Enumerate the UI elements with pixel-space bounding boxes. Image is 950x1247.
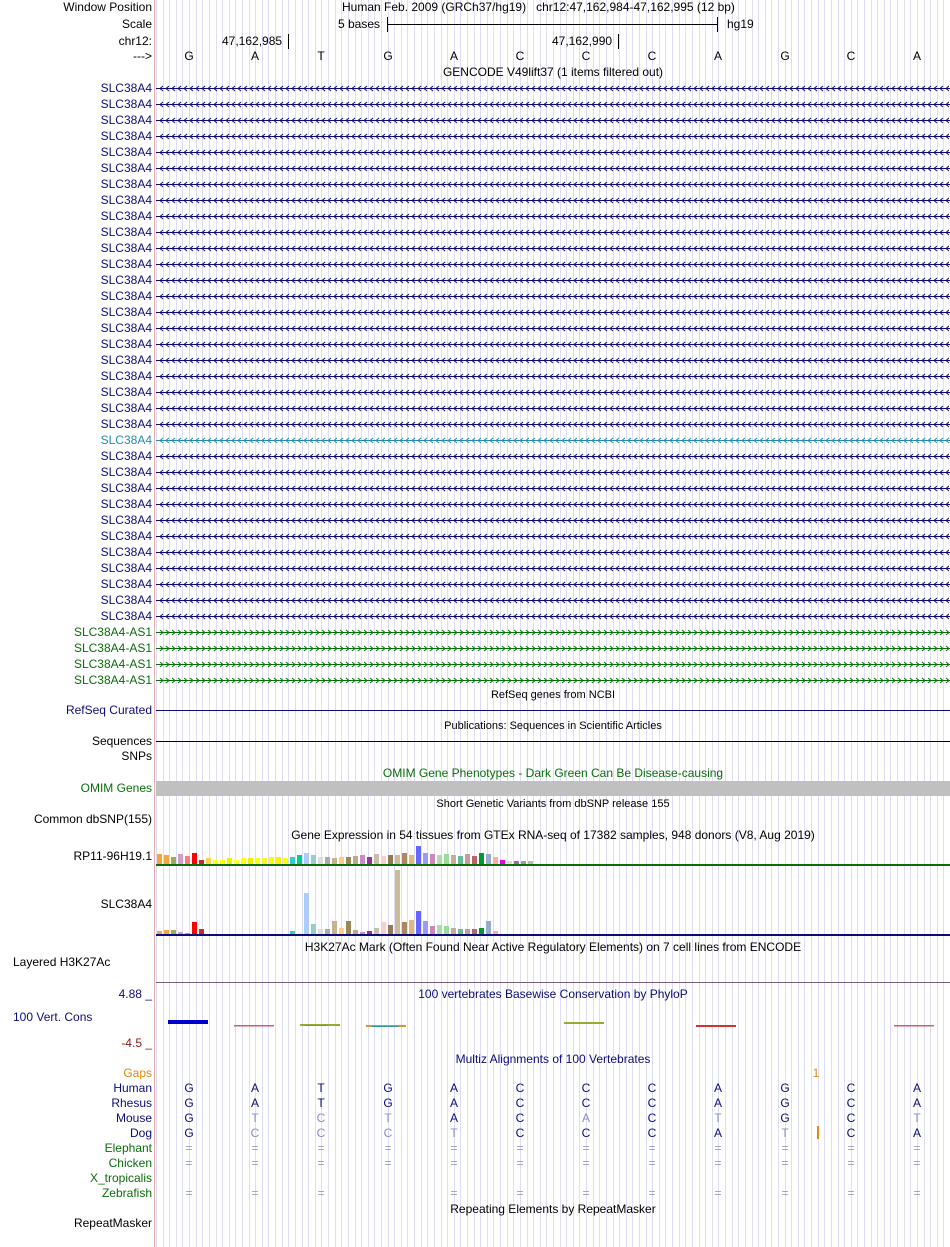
gene-track-reverse[interactable] <box>156 305 950 320</box>
h3k27ac-track-title[interactable]: H3K27Ac Mark (Often Found Near Active Regulatory Elements) on 7 cell lines from ENCODE <box>304 940 802 954</box>
sequence-base: A <box>912 49 921 63</box>
scale-bar <box>387 24 718 25</box>
gene-track-reverse[interactable] <box>156 545 950 560</box>
gene-label[interactable]: SLC38A4 <box>100 113 152 127</box>
gene-track-reverse[interactable] <box>156 161 950 176</box>
gene-label[interactable]: SLC38A4 <box>100 177 152 191</box>
gtex-gene2-bar[interactable] <box>395 870 400 934</box>
phylop-label[interactable]: 100 Vert. Cons <box>13 1010 93 1024</box>
gene-label[interactable]: SLC38A4 <box>100 433 152 447</box>
gene-label[interactable]: SLC38A4 <box>100 289 152 303</box>
gtex-gene1-bar[interactable] <box>458 856 463 864</box>
gene-label[interactable]: SLC38A4 <box>100 513 152 527</box>
h3k27ac-baseline <box>156 982 950 983</box>
phylop-mark-7 <box>894 1025 934 1027</box>
gene-label[interactable]: SLC38A4 <box>100 449 152 463</box>
dbsnp-label[interactable]: Common dbSNP(155) <box>33 812 152 826</box>
gene-label[interactable]: SLC38A4 <box>100 337 152 351</box>
gene-label[interactable]: SLC38A4 <box>100 401 152 415</box>
pubs-line[interactable] <box>156 741 950 742</box>
phylop-mark-1 <box>168 1020 208 1024</box>
gtex-gene2-label[interactable]: SLC38A4 <box>100 897 152 911</box>
gene-track-reverse[interactable] <box>156 561 950 576</box>
gtex-gene1-bar[interactable] <box>493 857 498 864</box>
gene-label[interactable]: SLC38A4 <box>100 241 152 255</box>
gene-label[interactable]: SLC38A4 <box>100 209 152 223</box>
sequence-base: G <box>383 49 393 63</box>
gene-track-reverse[interactable] <box>156 401 950 416</box>
gtex-gene1-bar[interactable] <box>444 854 449 864</box>
gene-track-reverse[interactable] <box>156 177 950 192</box>
gene-track-reverse[interactable] <box>156 497 950 512</box>
gtex-gene1-bar[interactable] <box>276 857 281 864</box>
gtex-gene1-bar[interactable] <box>465 854 470 864</box>
gtex-gene1-bar[interactable] <box>339 857 344 864</box>
phylop-mark-6 <box>696 1025 736 1027</box>
dbsnp-track-title[interactable]: Short Genetic Variants from dbSNP release 155 <box>436 798 670 810</box>
gtex-gene1-bar[interactable] <box>185 856 190 864</box>
gtex-gene1-bar[interactable] <box>192 853 197 864</box>
gene-track-reverse[interactable] <box>156 81 950 96</box>
sequence-base: G <box>780 49 790 63</box>
refseq-line[interactable] <box>156 710 950 711</box>
gene-label[interactable]: SLC38A4 <box>100 305 152 319</box>
coord-tick-1 <box>288 34 289 49</box>
refseq-label[interactable]: RefSeq Curated <box>65 703 152 717</box>
gtex-track-title[interactable]: Gene Expression in 54 tissues from GTEx RNA-seq of 17382 samples, 948 donors (V8, Aug 2019) <box>291 828 815 842</box>
scale-bar-right-tick <box>717 17 718 32</box>
gene-track-reverse[interactable] <box>156 225 950 240</box>
scale-assembly: hg19 <box>727 17 754 31</box>
gtex-gene2-bar[interactable] <box>388 925 393 934</box>
phylop-mark-2 <box>234 1025 274 1027</box>
gtex-gene1-bar[interactable] <box>325 857 330 864</box>
gtex-gene2-bar[interactable] <box>437 925 442 934</box>
gtex-gene1-bar[interactable] <box>304 853 309 864</box>
gtex-gene1-bar[interactable] <box>157 854 162 864</box>
coord-label-2: 47,162,990 <box>552 34 613 48</box>
gene-label[interactable]: SLC38A4 <box>100 193 152 207</box>
repeatmasker-label[interactable]: RepeatMasker <box>73 1216 152 1230</box>
sequence-base: A <box>713 49 722 63</box>
gene-track-forward[interactable] <box>156 625 950 640</box>
sequence-base: C <box>846 49 856 63</box>
h3k27ac-label[interactable]: Layered H3K27Ac <box>13 955 111 969</box>
gene-track-reverse[interactable] <box>156 353 950 368</box>
gtex-gene1-bar[interactable] <box>164 855 169 864</box>
sequence-base: G <box>184 49 194 63</box>
gene-track-reverse[interactable] <box>156 609 950 624</box>
gtex-gene1-bar[interactable] <box>395 855 400 864</box>
gene-track-reverse[interactable] <box>156 433 950 448</box>
gene-track-reverse[interactable] <box>156 209 950 224</box>
gene-track-reverse[interactable] <box>156 129 950 144</box>
gtex-gene1-bar[interactable] <box>311 855 316 864</box>
gene-track-reverse[interactable] <box>156 113 950 128</box>
gene-track-reverse[interactable] <box>156 257 950 272</box>
sequence-base: C <box>581 49 591 63</box>
gene-label[interactable]: SLC38A4 <box>100 353 152 367</box>
chrom-label: chr12: <box>118 34 152 48</box>
window-position-label: Window Position <box>63 0 152 14</box>
gtex-gene1-bar[interactable] <box>367 857 372 864</box>
gap-marker: 1 <box>812 1066 820 1080</box>
gtex-gene1-bar[interactable] <box>430 854 435 864</box>
gene-label[interactable]: SLC38A4 <box>100 497 152 511</box>
gene-track-reverse[interactable] <box>156 145 950 160</box>
gene-track-reverse[interactable] <box>156 417 950 432</box>
gtex-gene1-bar[interactable] <box>269 857 274 864</box>
gtex-gene1-bar[interactable] <box>402 853 407 864</box>
scale-text: 5 bases <box>338 17 381 31</box>
gtex-gene1-bar[interactable] <box>388 855 393 864</box>
window-position-text: Human Feb. 2009 (GRCh37/hg19) chr12:47,162,984-47,162,995 (12 bp) <box>342 0 735 14</box>
gtex-gene2-bar[interactable] <box>423 921 428 934</box>
gene-track-reverse[interactable] <box>156 97 950 112</box>
gene-track-reverse[interactable] <box>156 449 950 464</box>
gtex-gene1-bar[interactable] <box>381 856 386 864</box>
gene-label[interactable]: SLC38A4 <box>100 161 152 175</box>
gene-label[interactable]: SLC38A4 <box>100 529 152 543</box>
gtex-gene2-bar[interactable] <box>430 926 435 934</box>
strand-label: ---> <box>133 49 152 63</box>
gene-track-reverse[interactable] <box>156 369 950 384</box>
gene-label[interactable]: SLC38A4 <box>100 609 152 623</box>
coord-label-1: 47,162,985 <box>222 34 283 48</box>
phylop-signal[interactable] <box>156 1008 950 1038</box>
multiz-track-title[interactable]: Multiz Alignments of 100 Vertebrates <box>455 1052 651 1066</box>
gtex-gene1-bar[interactable] <box>486 854 491 864</box>
gaps-label[interactable]: Gaps <box>123 1066 152 1080</box>
gtex-gene1-bar[interactable] <box>437 855 442 864</box>
gene-track-reverse[interactable] <box>156 289 950 304</box>
gene-label[interactable]: SLC38A4 <box>100 257 152 271</box>
coord-tick-2 <box>618 34 619 49</box>
gtex-gene2-bar[interactable] <box>402 922 407 934</box>
gene-label[interactable]: SLC38A4 <box>100 129 152 143</box>
gtex-gene2-bar[interactable] <box>416 911 421 934</box>
gene-label[interactable]: SLC38A4 <box>100 577 152 591</box>
scale-label: Scale <box>121 17 152 31</box>
gtex-gene1-bar[interactable] <box>416 846 421 864</box>
phylop-min-label: -4.5 _ <box>121 1036 152 1050</box>
gtex-gene1-bar[interactable] <box>360 855 365 864</box>
sequence-base: C <box>647 49 657 63</box>
gene-track-reverse[interactable] <box>156 593 950 608</box>
gene-track-reverse[interactable] <box>156 273 950 288</box>
pubs-track-title[interactable]: Publications: Sequences in Scientific Articles <box>444 720 662 732</box>
gene-label[interactable]: SLC38A4 <box>100 273 152 287</box>
gtex-gene1-bar[interactable] <box>353 856 358 864</box>
sequence-base: A <box>449 49 458 63</box>
pubs-label[interactable]: Sequences <box>91 734 152 748</box>
gtex-gene1-bar[interactable] <box>479 853 484 864</box>
gtex-gene1-bar[interactable] <box>451 855 456 864</box>
gtex-gene2-bar[interactable] <box>444 926 449 934</box>
dog-gap-bar <box>817 1126 819 1139</box>
gene-label[interactable]: SLC38A4 <box>100 321 152 335</box>
omim-track-title[interactable]: OMIM Gene Phenotypes - Dark Green Can Be Disease-causing <box>382 766 724 780</box>
phylop-max-label: 4.88 _ <box>118 987 152 1001</box>
gene-label[interactable]: SLC38A4 <box>100 593 152 607</box>
gtex-gene1-bar[interactable] <box>409 855 414 864</box>
gene-track-reverse[interactable] <box>156 577 950 592</box>
gtex-gene1-bar[interactable] <box>171 857 176 864</box>
gene-track-reverse[interactable] <box>156 321 950 336</box>
gtex-gene2-bar[interactable] <box>409 920 414 934</box>
gtex-gene1-bar[interactable] <box>472 856 477 864</box>
gtex-gene2-bar[interactable] <box>192 922 197 934</box>
gene-track-reverse[interactable] <box>156 481 950 496</box>
gtex-gene2-bar[interactable] <box>486 921 491 934</box>
gtex-gene1-bar[interactable] <box>346 857 351 864</box>
sequence-base: A <box>250 49 259 63</box>
label-divider <box>154 0 155 1247</box>
gene-label[interactable]: SLC38A4 <box>100 97 152 111</box>
gtex-gene2-bar[interactable] <box>332 921 337 934</box>
scale-bar-left-tick <box>387 17 388 32</box>
gene-label[interactable]: SLC38A4-AS1 <box>73 625 152 639</box>
gene-track-reverse[interactable] <box>156 465 950 480</box>
gene-label[interactable]: SLC38A4 <box>100 417 152 431</box>
gene-label[interactable]: SLC38A4 <box>100 561 152 575</box>
gencode-track-title[interactable]: GENCODE V49lift37 (1 items filtered out) <box>442 65 664 79</box>
phylop-mark-5 <box>564 1022 604 1024</box>
gtex-gene1-bar[interactable] <box>290 857 295 864</box>
gtex-gene1-bar[interactable] <box>297 855 302 864</box>
gene-label[interactable]: SLC38A4 <box>100 465 152 479</box>
gene-track-reverse[interactable] <box>156 385 950 400</box>
phylop-mark-3 <box>300 1024 340 1026</box>
phylop-mark-4 <box>366 1025 406 1027</box>
repeatmasker-track-title[interactable]: Repeating Elements by RepeatMasker <box>450 1202 656 1216</box>
gtex-gene1-bar[interactable] <box>374 854 379 864</box>
phylop-track-title[interactable]: 100 vertebrates Basewise Conservation by PhyloP <box>418 987 688 1001</box>
sequence-base: C <box>515 49 525 63</box>
gtex-gene1-label[interactable]: RP11-96H19.1 <box>73 849 152 863</box>
gtex-gene2-bars[interactable] <box>156 866 950 934</box>
gtex-gene1-bars[interactable] <box>156 844 950 864</box>
gene-track-reverse[interactable] <box>156 193 950 208</box>
omim-bar[interactable] <box>156 781 950 796</box>
gtex-gene2-baseline <box>156 934 950 936</box>
gene-label[interactable]: SLC38A4 <box>100 81 152 95</box>
gtex-gene2-bar[interactable] <box>381 922 386 934</box>
snps-label[interactable]: SNPs <box>121 749 152 763</box>
sequence-base: T <box>317 49 325 63</box>
gtex-gene2-bar[interactable] <box>311 924 316 934</box>
gtex-gene2-bar[interactable] <box>304 893 309 934</box>
gene-track-reverse[interactable] <box>156 241 950 256</box>
gene-label[interactable]: SLC38A4 <box>100 481 152 495</box>
gene-label[interactable]: SLC38A4 <box>100 145 152 159</box>
gene-label[interactable]: SLC38A4 <box>100 545 152 559</box>
gtex-gene1-bar[interactable] <box>178 854 183 864</box>
gene-label[interactable]: SLC38A4 <box>100 369 152 383</box>
refseq-track-title[interactable]: RefSeq genes from NCBI <box>490 689 616 701</box>
gtex-gene1-bar[interactable] <box>423 853 428 864</box>
gene-track-reverse[interactable] <box>156 337 950 352</box>
gene-track-reverse[interactable] <box>156 513 950 528</box>
omim-label[interactable]: OMIM Genes <box>80 781 152 795</box>
gtex-gene1-bar[interactable] <box>318 857 323 864</box>
gene-label[interactable]: SLC38A4 <box>100 225 152 239</box>
gtex-gene2-bar[interactable] <box>346 921 351 934</box>
gene-track-reverse[interactable] <box>156 529 950 544</box>
gene-label[interactable]: SLC38A4 <box>100 385 152 399</box>
